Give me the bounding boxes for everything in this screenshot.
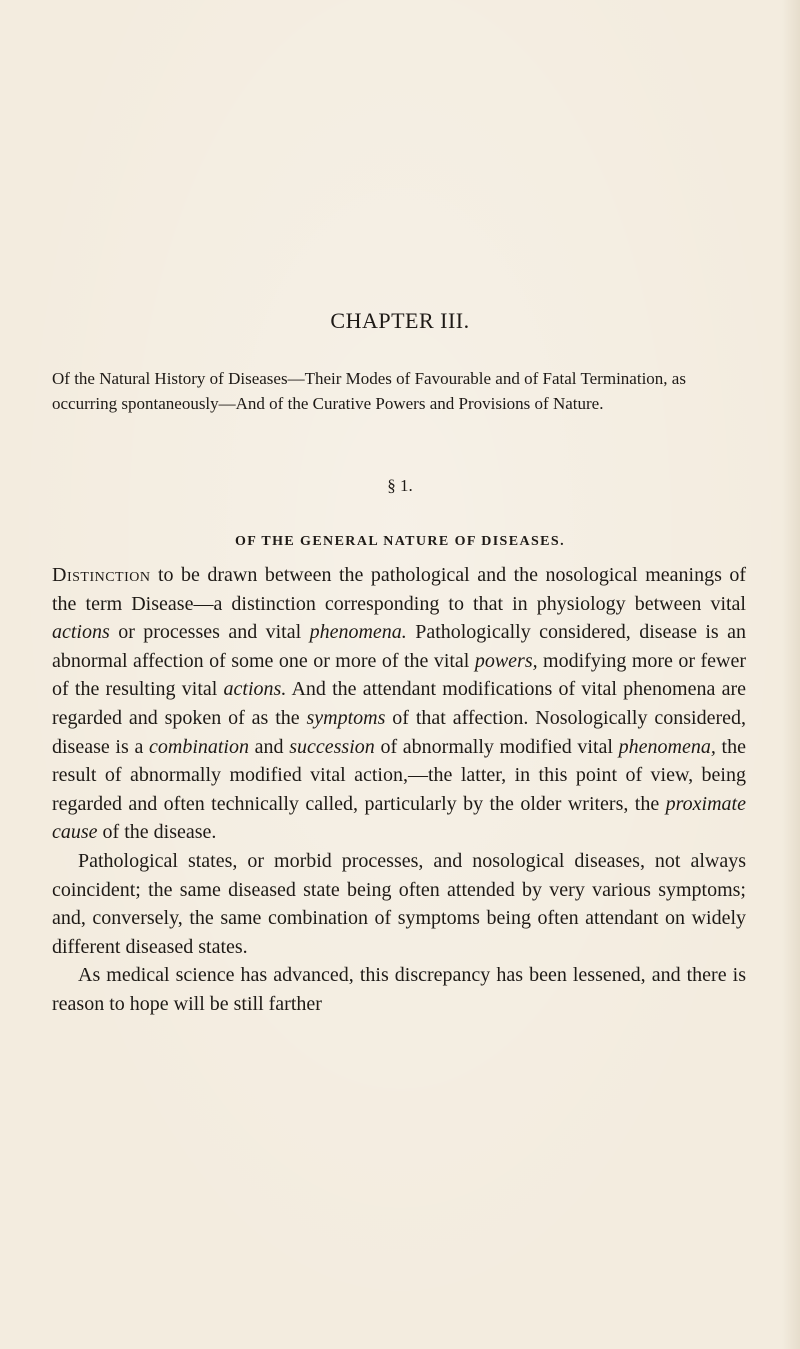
paragraph-text: of the disease.	[97, 821, 217, 844]
italic-term: symptoms	[306, 706, 386, 729]
paragraph-text: modifying more or fewer of the resulting vital	[52, 649, 746, 701]
paragraph-text: Pathologically considered, disease is an abnormal affection of some one or more of the vital	[52, 621, 746, 672]
paragraph-text: the result of abnormally modified vital action,—the latter, in this point of view, being regarded and often technically called, particularly by the older writers, the	[52, 735, 746, 815]
italic-term: actions	[52, 621, 110, 644]
section-heading: OF THE GENERAL NATURE OF DISEASES.	[235, 534, 565, 549]
italic-term: succession	[289, 735, 375, 758]
italic-term: powers,	[474, 649, 538, 672]
paragraph-lead-word: Distinction	[52, 564, 151, 586]
italic-term: proximate cause	[52, 792, 746, 844]
chapter-summary: Of the Natural History of Diseases—Their Modes of Favourable and of Fatal Termination, as occurring spontaneously—And of the Curative Powers and Provisions of Nature.	[52, 369, 686, 413]
paragraph-3: As medical science has advanced, this discrepancy has been lessened, and there is reason to hope will be still farther	[52, 964, 746, 1015]
paragraph-text: or processes and vital	[109, 621, 310, 644]
paragraph-2: Pathological states, or morbid processes, and nosological diseases, not always coincident; the same diseased state being often attended by very various symptoms; and, conversely, the same combination of symptoms being often attendant on widely different diseased states.	[52, 849, 746, 958]
paragraph-text: And the attendant modifications of vital phenomena are regarded and spoken of as the	[52, 678, 746, 729]
paragraph-text: and	[249, 735, 290, 758]
chapter-title: CHAPTER III.	[330, 308, 470, 333]
italic-term: actions.	[223, 678, 287, 701]
italic-term: phenomena,	[618, 735, 716, 758]
paragraph-text: to be drawn between the pathological and the nosological meanings of the term Disease—a distinction corresponding to that in physiology between vital	[52, 564, 746, 615]
italic-term: phenomena.	[309, 621, 407, 644]
paragraph-1	[52, 561, 746, 847]
body-text	[52, 561, 746, 1019]
page-edge-shadow	[782, 0, 800, 1349]
section-mark: § 1.	[387, 476, 413, 495]
italic-term: combination	[149, 735, 249, 758]
paragraph-text: of abnormally modified vital	[374, 735, 619, 758]
paragraph-text: of that affection. Nosologically considered, disease is a	[52, 706, 746, 758]
